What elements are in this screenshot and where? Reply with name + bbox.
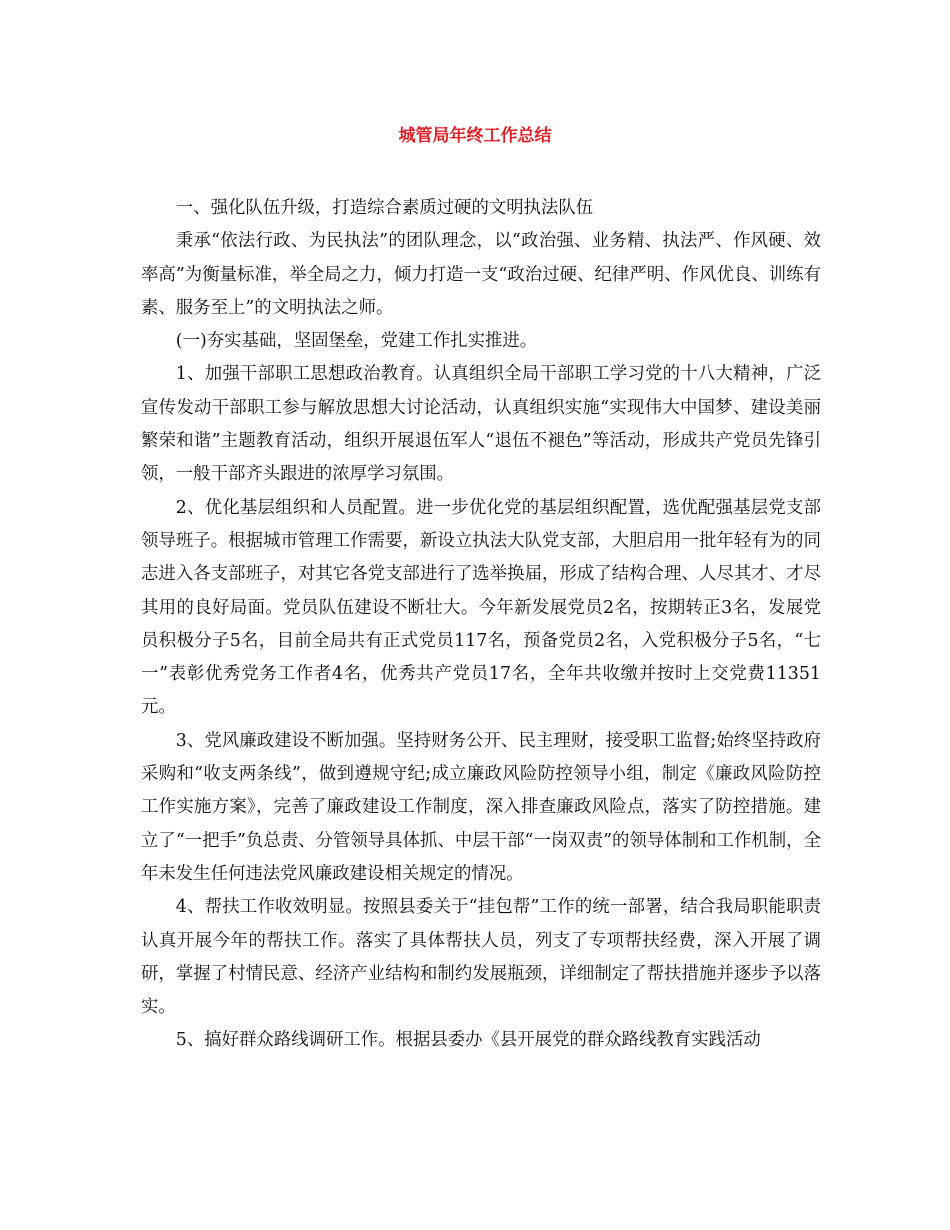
paragraph-item-2: 2、优化基层组织和人员配置。进一步优化党的基层组织配置，选优配强基层党支部领导班子。根据城市管理工作需要，新设立执法大队党支部，大胆启用一批年轻有为的同志进入各支部班子，对其它各党支部进行了选举换届，形成了结构合理、人尽其才、才尽其用的良好局面。党员队伍建设不断壮大。今年新发展党员2名，按期转正3名，发展党员积极分子5名，目前全局共有正式党员117名，预备党员2名，入党积极分子5名，“七一”表彰优秀党务工作者4名，优秀共产党员17名，全年共收缴并按时上交党费11351元。 [141, 497, 821, 718]
paragraph-item-3: 3、党风廉政建设不断加强。坚持财务公开、民主理财，接受职工监督;始终坚持政府采购和“收支两条线”，做到遵规守纪;成立廉政风险防控领导小组，制定《廉政风险防控工作实施方案》，完善了廉政建设工作制度，深入排查廉政风险点，落实了防控措施。建立了“一把手”负总责、分管领导具体抓、中层干部“一岗双责”的领导体制和工作机制，全年未发生任何违法党风廉政建设相关规定的情况。 [141, 730, 821, 884]
document-body [141, 192, 821, 1058]
paragraph-intro: 秉承“依法行政、为民执法”的团队理念，以“政治强、业务精、执法严、作风硬、效率高”为衡量标准，举全局之力，倾力打造一支“政治过硬、纪律严明、作风优良、训练有素、服务至上”的文明执法之师。 [141, 231, 821, 318]
section-heading: 一、强化队伍升级，打造综合素质过硬的文明执法队伍 [175, 198, 594, 218]
document-title: 城管局年终工作总结 [398, 126, 552, 146]
paragraph-item-5: 5、搞好群众路线调研工作。根据县委办《县开展党的群众路线教育实践活动 [175, 1030, 761, 1051]
paragraph-item-4: 4、帮扶工作收效明显。按照县委关于“挂包帮”工作的统一部署，结合我局职能职责认真开展今年的帮扶工作。落实了具体帮扶人员，列支了专项帮扶经费，深入开展了调研，掌握了村情民意、经济产业结构和制约发展瓶颈，详细制定了帮扶措施并逐步予以落实。 [141, 897, 821, 1018]
subsection-heading: (一)夯实基础，坚固堡垒，党建工作扎实推进。 [175, 331, 538, 352]
paragraph-item-1: 1、加强干部职工思想政治教育。认真组织全局干部职工学习党的十八大精神，广泛宣传发动干部职工参与解放思想大讨论活动，认真组织实施“实现伟大中国梦、建设美丽繁荣和谐”主题教育活动，组织开展退伍军人“退伍不褪色”等活动，形成共产党员先锋引领，一般干部齐头跟进的浓厚学习氛围。 [141, 364, 821, 485]
